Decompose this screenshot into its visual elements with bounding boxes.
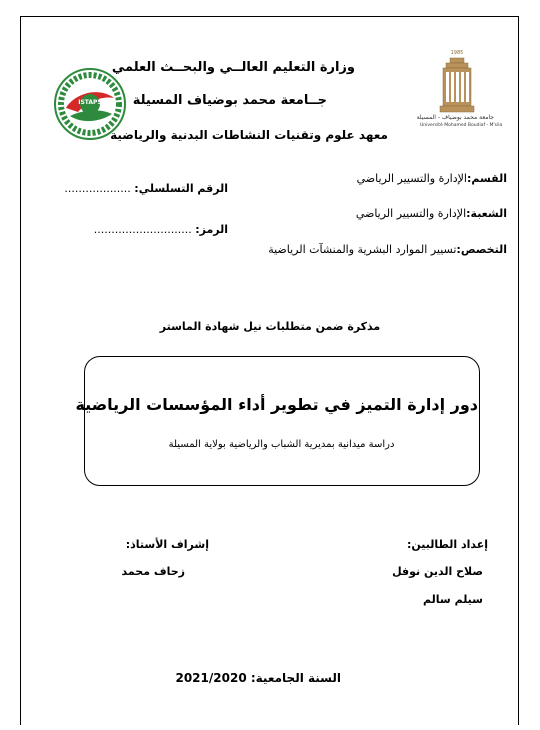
author-name-1: صلاح الدين نوفل (392, 565, 483, 578)
authors-label: إعداد الطالبين: (406, 538, 488, 551)
supervisor-label: إشراف الأستاذ: (125, 538, 209, 551)
university-name: جــامعة محمد بوضياف المسيلة (132, 93, 327, 108)
memo-note: مذكرة ضمن متطلبات نيل شهادة الماستر (159, 320, 381, 333)
thesis-title-box (75, 356, 480, 486)
thesis-subtitle: دراسة ميدانية بمديرية الشباب والرياضية بولاية المسيلة (168, 439, 395, 450)
branch-value: الإدارة والتسيير الرياضي (355, 207, 467, 220)
code-row (94, 223, 228, 236)
university-logo (416, 50, 503, 136)
specialty-value: تسيير الموارد البشرية والمنشآت الرياضية (268, 243, 457, 256)
ministry-name: وزارة التعليم العالــي والبحــث العلمي (111, 60, 355, 75)
code-value: ............................ (93, 223, 192, 236)
thesis-title: دور إدارة التميز في تطوير أداء المؤسسات الرياضية (75, 395, 478, 414)
specialty-label: التخصص: (456, 243, 507, 256)
academic-year-label: السنة الجامعية: (250, 671, 341, 685)
serial-label: الرقم التسلسلي: (134, 182, 228, 195)
institute-logo-label: ISTAPS (78, 99, 102, 106)
academic-year-value: 2021/2020 (175, 671, 247, 685)
university-logo-caption-fr: Université Mohamed Boudiaf - M'sila (420, 123, 503, 128)
university-logo-year: 1985 (450, 50, 464, 56)
branch-label: الشعبة: (466, 207, 507, 220)
academic-year-row (175, 671, 341, 685)
serial-row (64, 182, 228, 195)
author-name-2: سيلم سالم (423, 593, 483, 606)
department-label: القسم: (466, 172, 507, 185)
specialty-row (268, 243, 507, 256)
university-logo-caption-ar: جامعة محمد بوضياف - المسيلة (416, 114, 494, 121)
serial-value: ................... (64, 182, 131, 195)
branch-row (356, 207, 507, 220)
code-label: الرمز: (195, 223, 228, 236)
supervisor-name: زحاف محمد (121, 565, 185, 578)
department-value: الإدارة والتسيير الرياضي (356, 172, 467, 185)
institute-name: معهد علوم وتقنيات النشاطات البدنية والرياضية (110, 128, 388, 142)
department-row (357, 172, 507, 185)
